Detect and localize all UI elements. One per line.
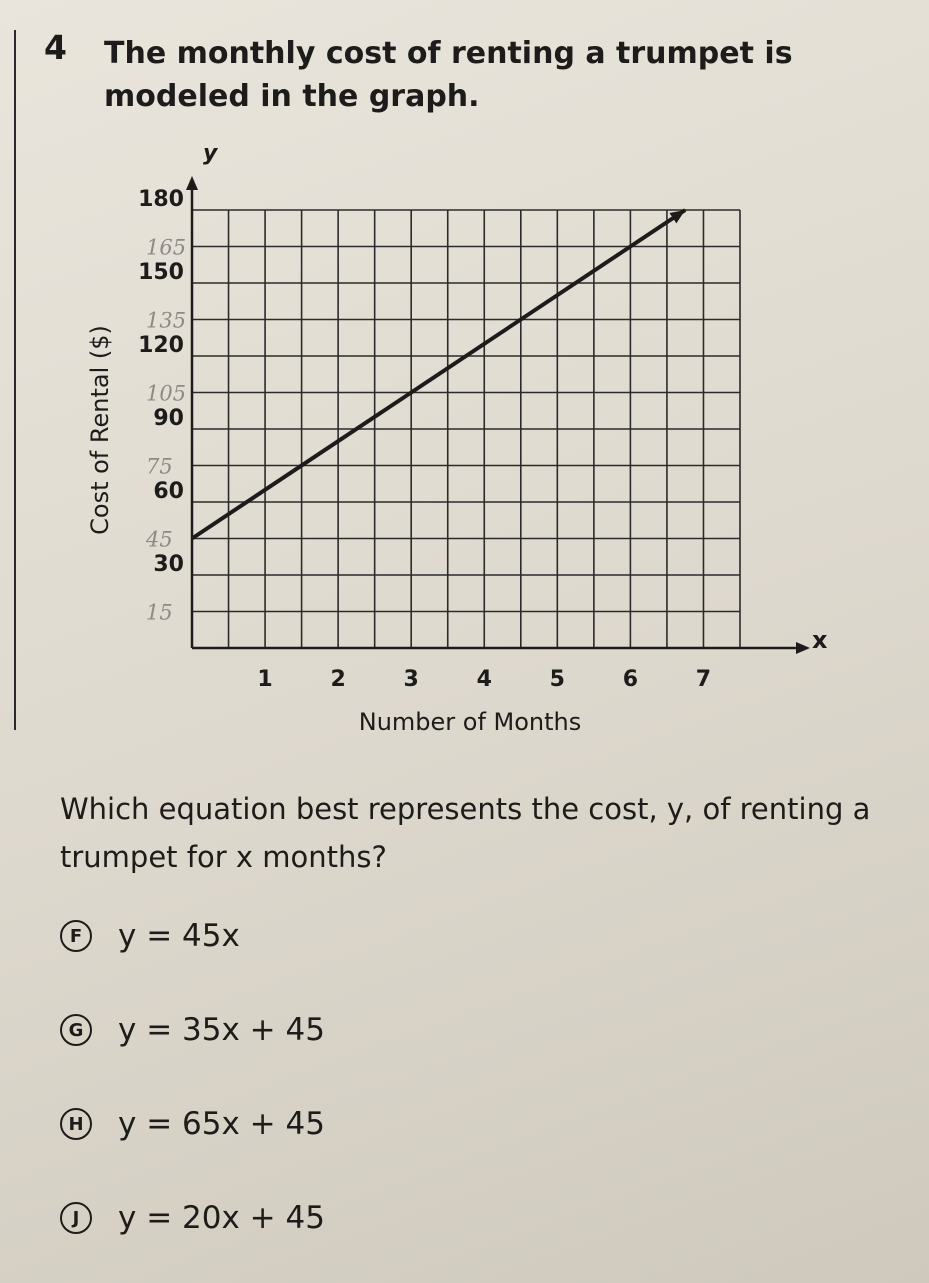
x-tick-label: 3 [403,667,419,692]
rental-cost-graph [60,130,860,750]
choice-equation: y = 45x [118,918,240,954]
question-number: 4 [44,28,67,67]
chart-ticks [138,187,711,692]
x-axis-name: x [812,626,828,654]
answer-choice-g[interactable] [60,1012,325,1048]
y-tick-label: 60 [153,479,184,504]
handwritten-value: 15 [146,600,173,625]
answer-choice-h[interactable] [60,1106,325,1142]
handwritten-value: 135 [146,308,187,333]
question-prompt: Which equation best represents the cost, y, of renting a trumpet for x months? [60,792,871,874]
choice-equation: y = 20x + 45 [118,1200,325,1236]
x-tick-label: 6 [622,667,639,692]
y-tick-label: 90 [153,406,184,431]
chart-series [192,210,685,539]
handwritten-value: 105 [146,381,187,406]
y-axis-name: y [203,141,218,166]
x-tick-label: 4 [476,667,492,692]
cost-line [192,210,685,539]
question-text: The monthly cost of renting a trumpet is modeled in the graph. [104,36,793,114]
y-axis-label: Cost of Rental ($) [86,325,114,535]
choice-bubble[interactable]: H [60,1108,92,1140]
choice-bubble[interactable]: F [60,920,92,952]
y-tick-label: 150 [138,260,184,285]
chart-axes [186,176,810,654]
x-tick-label: 7 [695,667,712,692]
choice-bubble[interactable]: G [60,1014,92,1046]
x-tick-label: 2 [330,667,346,692]
chart-grid [192,210,740,648]
answer-choice-j[interactable] [60,1200,325,1236]
x-axis-label: Number of Months [358,708,582,736]
x-axis-arrow [796,642,810,654]
y-tick-label: 120 [138,333,184,358]
answer-choice-f[interactable] [60,918,240,954]
handwritten-value: 165 [146,235,187,260]
y-axis-arrow [186,176,198,190]
y-tick-label: 180 [138,187,184,212]
handwritten-value: 45 [146,527,173,552]
choice-equation: y = 35x + 45 [118,1012,325,1048]
choice-equation: y = 65x + 45 [118,1106,325,1142]
x-tick-label: 1 [257,667,273,692]
handwritten-value: 75 [146,454,173,479]
y-tick-label: 30 [153,552,184,577]
choice-bubble[interactable]: J [60,1202,92,1234]
page-margin-line [14,30,16,730]
x-tick-label: 5 [549,667,565,692]
